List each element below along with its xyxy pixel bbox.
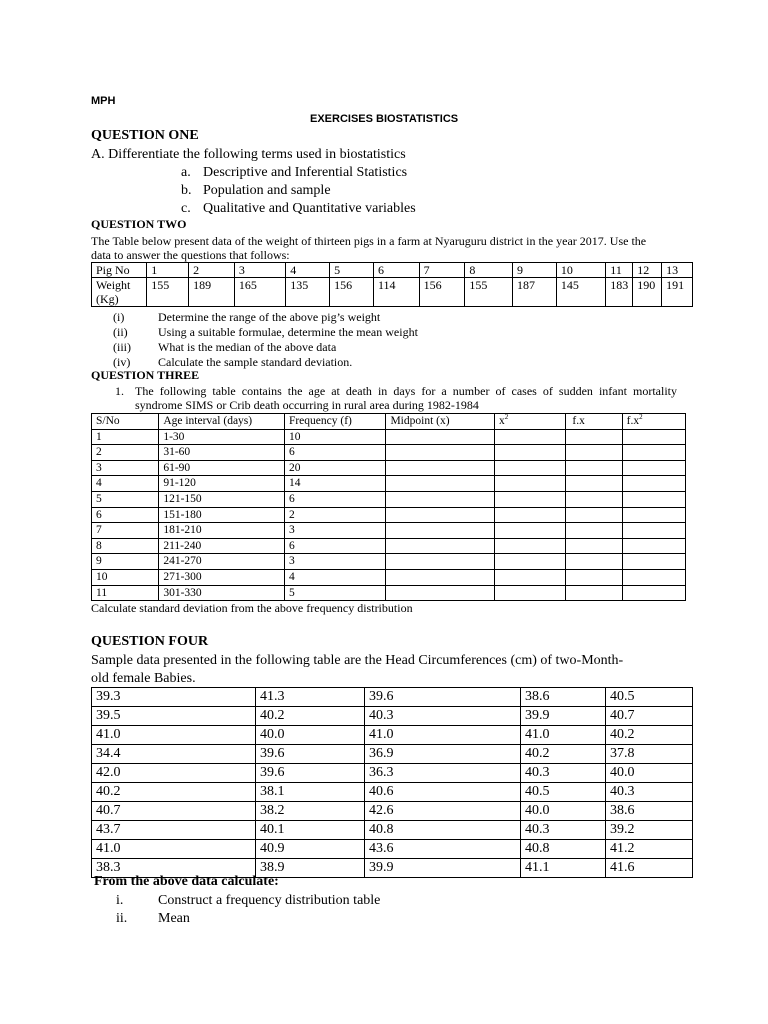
table-row: [92, 688, 693, 707]
table-cell: 271-300: [159, 569, 285, 585]
item-text: Using a suitable formulae, determine the mean weight: [158, 325, 418, 339]
table-row: [92, 726, 693, 745]
list-item: [113, 355, 418, 369]
list-item: [116, 910, 380, 928]
table-cell: 156: [330, 278, 374, 307]
table-cell: 2: [92, 445, 159, 461]
table-cell: 6: [92, 507, 159, 523]
table-cell: 10: [92, 569, 159, 585]
list-item: [113, 325, 418, 339]
table-cell: 39.9: [365, 859, 521, 878]
table-cell: 42.6: [365, 802, 521, 821]
table-cell: 40.3: [365, 707, 521, 726]
table-cell: 3: [92, 460, 159, 476]
item-text: Mean: [158, 911, 190, 926]
column-header-text: x: [499, 415, 505, 427]
row-header-line: (Kg): [96, 292, 119, 306]
table-cell: 40.2: [521, 745, 606, 764]
table-cell: 10: [556, 263, 605, 278]
table-body: [92, 429, 686, 601]
table-cell: [386, 554, 495, 570]
table-cell: 40.7: [606, 707, 693, 726]
table-cell: 6: [284, 491, 386, 507]
table-cell: [622, 460, 685, 476]
table-cell: 6: [373, 263, 419, 278]
table-cell: 39.3: [92, 688, 256, 707]
list-item: [181, 182, 416, 200]
intro-line: The Table below present data of the weight of thirteen pigs in a farm at Nyaruguru district in the year 2017. Use the: [91, 234, 647, 248]
table-cell: [566, 507, 622, 523]
table-cell: [386, 538, 495, 554]
table-cell: [386, 523, 495, 539]
table-cell: [566, 538, 622, 554]
table-cell: [566, 569, 622, 585]
table-cell: 40.6: [365, 783, 521, 802]
table-cell: 5: [330, 263, 374, 278]
table-cell: 6: [284, 445, 386, 461]
table-cell: 38.9: [256, 859, 365, 878]
table-cell: 9: [512, 263, 556, 278]
table-row: [92, 476, 686, 492]
table-cell: [495, 569, 566, 585]
table-cell: 11: [92, 585, 159, 601]
table-cell: 3: [284, 554, 386, 570]
table-cell: [622, 491, 685, 507]
table-cell: 6: [284, 538, 386, 554]
table-cell: 61-90: [159, 460, 285, 476]
table-cell: 12: [633, 263, 662, 278]
table-cell: [386, 460, 495, 476]
table-cell: [566, 460, 622, 476]
item-text: The following table contains the age at death in days for a number of cases of sudden infant mortality: [135, 384, 677, 398]
table-cell: 13: [662, 263, 693, 278]
table-row: [92, 460, 686, 476]
table-cell: [495, 523, 566, 539]
table-row: [92, 263, 693, 278]
table-cell: 3: [234, 263, 285, 278]
table-cell: 31-60: [159, 445, 285, 461]
table-row: [92, 707, 693, 726]
table-cell: [622, 507, 685, 523]
table-cell: 155: [465, 278, 513, 307]
table-cell: [386, 569, 495, 585]
item-number: (iii): [113, 340, 131, 354]
table-cell: 40.7: [92, 802, 256, 821]
table-cell: 41.0: [92, 840, 256, 859]
question-one-list: [181, 164, 416, 218]
table-cell: 4: [286, 263, 330, 278]
intro-line: old female Babies.: [91, 671, 196, 686]
table-cell: 2: [284, 507, 386, 523]
calculate-heading: From the above data calculate:: [94, 874, 279, 889]
table-cell: 3: [284, 523, 386, 539]
table-cell: 41.0: [521, 726, 606, 745]
table-cell: 39.9: [521, 707, 606, 726]
table-cell: [495, 429, 566, 445]
table-row: [92, 523, 686, 539]
table-cell: [495, 476, 566, 492]
table-cell: [622, 476, 685, 492]
table-row: [92, 840, 693, 859]
table-cell: 40.5: [606, 688, 693, 707]
table-cell: [386, 507, 495, 523]
table-cell: [495, 445, 566, 461]
table-cell: 187: [512, 278, 556, 307]
table-cell: 38.1: [256, 783, 365, 802]
table-cell: 1: [147, 263, 189, 278]
column-header: Midpoint (x): [386, 414, 495, 430]
table-cell: [622, 554, 685, 570]
table-header-row: [92, 414, 686, 430]
table-cell: 40.3: [521, 764, 606, 783]
table-cell: 40.2: [92, 783, 256, 802]
table-cell: 155: [147, 278, 189, 307]
table-cell: 10: [284, 429, 386, 445]
table-cell: 1: [92, 429, 159, 445]
table-cell: 42.0: [92, 764, 256, 783]
table-cell: 43.7: [92, 821, 256, 840]
column-header: Age interval (days): [159, 414, 285, 430]
table-row: [92, 821, 693, 840]
table-cell: 14: [284, 476, 386, 492]
table-cell: 34.4: [92, 745, 256, 764]
list-item: [181, 200, 416, 218]
table-cell: 114: [373, 278, 419, 307]
superscript: 2: [639, 413, 643, 421]
table-cell: 38.2: [256, 802, 365, 821]
table-cell: 135: [286, 278, 330, 307]
table-row: [92, 554, 686, 570]
question-three-heading: QUESTION THREE: [91, 368, 200, 382]
table-cell: 40.0: [606, 764, 693, 783]
table-cell: 40.2: [606, 726, 693, 745]
table-cell: 38.6: [606, 802, 693, 821]
table-cell: 145: [556, 278, 605, 307]
page-title: EXERCISES BIOSTATISTICS: [310, 113, 459, 125]
table-cell: [566, 554, 622, 570]
table-row: [92, 585, 686, 601]
intro-line: data to answer the questions that follows:: [91, 248, 290, 262]
table-cell: 40.5: [521, 783, 606, 802]
column-header-text: f.x: [626, 415, 640, 427]
table-row: [92, 491, 686, 507]
item-number: b.: [181, 183, 192, 198]
item-number: c.: [181, 201, 191, 216]
intro-line: Sample data presented in the following table are the Head Circumferences (cm) of two-Month-: [91, 653, 624, 668]
table-cell: 39.6: [256, 745, 365, 764]
table-row: [92, 802, 693, 821]
table-cell: 40.3: [606, 783, 693, 802]
table-cell: [495, 460, 566, 476]
table-cell: [622, 445, 685, 461]
table-cell: 40.1: [256, 821, 365, 840]
table-cell: 39.5: [92, 707, 256, 726]
table-cell: [495, 554, 566, 570]
table-row: [92, 278, 693, 307]
table-row: [92, 764, 693, 783]
table-row: [92, 429, 686, 445]
program-label: MPH: [91, 95, 116, 107]
table-cell: [495, 585, 566, 601]
table-cell: 43.6: [365, 840, 521, 859]
item-number: 1.: [115, 384, 124, 398]
table-cell: 9: [92, 554, 159, 570]
table-cell: [495, 491, 566, 507]
table-cell: 189: [189, 278, 235, 307]
table-row: [92, 745, 693, 764]
table-cell: [495, 538, 566, 554]
question-two-subquestions: [113, 310, 418, 369]
table-cell: [386, 429, 495, 445]
table-cell: 301-330: [159, 585, 285, 601]
table-cell: 38.3: [92, 859, 256, 878]
question-three-item: [115, 384, 677, 412]
superscript: 2: [504, 413, 509, 421]
table-cell: [386, 445, 495, 461]
question-three-footer: Calculate standard deviation from the above frequency distribution: [91, 601, 413, 615]
table-cell: 211-240: [159, 538, 285, 554]
table-cell: 191: [662, 278, 693, 307]
table-cell: 36.3: [365, 764, 521, 783]
head-circumference-table: [91, 687, 693, 878]
column-header: S/No: [92, 414, 159, 430]
table-cell: [386, 491, 495, 507]
table-cell: 190: [633, 278, 662, 307]
item-text: Population and sample: [203, 183, 331, 198]
item-line: [115, 384, 677, 398]
pig-weight-table: [91, 262, 693, 307]
question-one-heading: QUESTION ONE: [91, 128, 199, 143]
list-item: [116, 892, 380, 910]
table-cell: 40.9: [256, 840, 365, 859]
column-header: Frequency (f): [284, 414, 386, 430]
table-cell: 41.0: [365, 726, 521, 745]
table-cell: [566, 585, 622, 601]
column-header: [495, 414, 566, 430]
item-text: Construct a frequency distribution table: [158, 893, 381, 908]
column-header: [622, 414, 685, 430]
table-cell: 181-210: [159, 523, 285, 539]
table-cell: [566, 429, 622, 445]
question-one-intro: A. Differentiate the following terms used in biostatistics: [91, 147, 406, 162]
item-number: (iv): [113, 355, 131, 369]
item-text: Determine the range of the above pig’s weight: [158, 310, 381, 324]
table-cell: 151-180: [159, 507, 285, 523]
item-number: (i): [113, 310, 125, 324]
question-two-heading: QUESTION TWO: [91, 217, 187, 231]
table-cell: 41.2: [606, 840, 693, 859]
age-frequency-table: [91, 413, 686, 601]
item-text: Qualitative and Quantitative variables: [203, 201, 416, 216]
item-text: Calculate the sample standard deviation.: [158, 355, 353, 369]
question-four-intro: [91, 652, 623, 688]
table-row: [92, 569, 686, 585]
table-cell: 39.2: [606, 821, 693, 840]
row-header: [92, 278, 147, 307]
table-cell: 7: [92, 523, 159, 539]
table-cell: 7: [419, 263, 465, 278]
table-cell: [386, 585, 495, 601]
table-cell: 2: [189, 263, 235, 278]
table-cell: 183: [606, 278, 633, 307]
question-four-heading: QUESTION FOUR: [91, 634, 209, 649]
item-number: i.: [116, 893, 124, 908]
table-cell: 156: [419, 278, 465, 307]
table-cell: 37.8: [606, 745, 693, 764]
list-item: [181, 164, 416, 182]
table-cell: 241-270: [159, 554, 285, 570]
list-item: [113, 340, 418, 354]
row-header: Pig No: [92, 263, 147, 278]
table-cell: [622, 585, 685, 601]
table-cell: 40.2: [256, 707, 365, 726]
row-header-line: Weight: [96, 278, 131, 292]
table-cell: [566, 476, 622, 492]
table-cell: 121-150: [159, 491, 285, 507]
table-cell: [622, 569, 685, 585]
table-cell: 91-120: [159, 476, 285, 492]
table-cell: 41.1: [521, 859, 606, 878]
table-cell: 40.0: [256, 726, 365, 745]
table-cell: [622, 429, 685, 445]
table-cell: 41.0: [92, 726, 256, 745]
table-cell: 41.6: [606, 859, 693, 878]
table-body: [92, 688, 693, 878]
table-row: [92, 538, 686, 554]
table-cell: 38.6: [521, 688, 606, 707]
table-cell: 11: [606, 263, 633, 278]
table-cell: 39.6: [256, 764, 365, 783]
item-number: ii.: [116, 911, 128, 926]
table-cell: 20: [284, 460, 386, 476]
table-cell: 165: [234, 278, 285, 307]
table-row: [92, 445, 686, 461]
table-cell: [566, 523, 622, 539]
column-header: f.x: [566, 414, 622, 430]
table-cell: 8: [465, 263, 513, 278]
table-cell: 40.8: [365, 821, 521, 840]
table-cell: [566, 445, 622, 461]
item-text: What is the median of the above data: [158, 340, 337, 354]
table-cell: 41.3: [256, 688, 365, 707]
table-row: [92, 507, 686, 523]
table-cell: 4: [284, 569, 386, 585]
table-cell: 4: [92, 476, 159, 492]
item-number: (ii): [113, 325, 128, 339]
table-cell: 40.8: [521, 840, 606, 859]
table-cell: 36.9: [365, 745, 521, 764]
table-cell: 5: [92, 491, 159, 507]
table-cell: 40.3: [521, 821, 606, 840]
table-cell: 5: [284, 585, 386, 601]
table-row: [92, 783, 693, 802]
table-cell: 39.6: [365, 688, 521, 707]
item-text: Descriptive and Inferential Statistics: [203, 165, 408, 180]
table-cell: 1-30: [159, 429, 285, 445]
table-cell: [622, 538, 685, 554]
item-number: a.: [181, 165, 191, 180]
item-text-continued: syndrome SIMS or Crib death occurring in rural area during 1982-1984: [135, 398, 479, 412]
table-cell: [622, 523, 685, 539]
question-four-tasks: [116, 892, 380, 928]
table-cell: 40.0: [521, 802, 606, 821]
table-cell: [495, 507, 566, 523]
list-item: [113, 310, 418, 324]
table-cell: 8: [92, 538, 159, 554]
table-cell: [386, 476, 495, 492]
table-cell: [566, 491, 622, 507]
question-two-intro: [91, 234, 691, 262]
